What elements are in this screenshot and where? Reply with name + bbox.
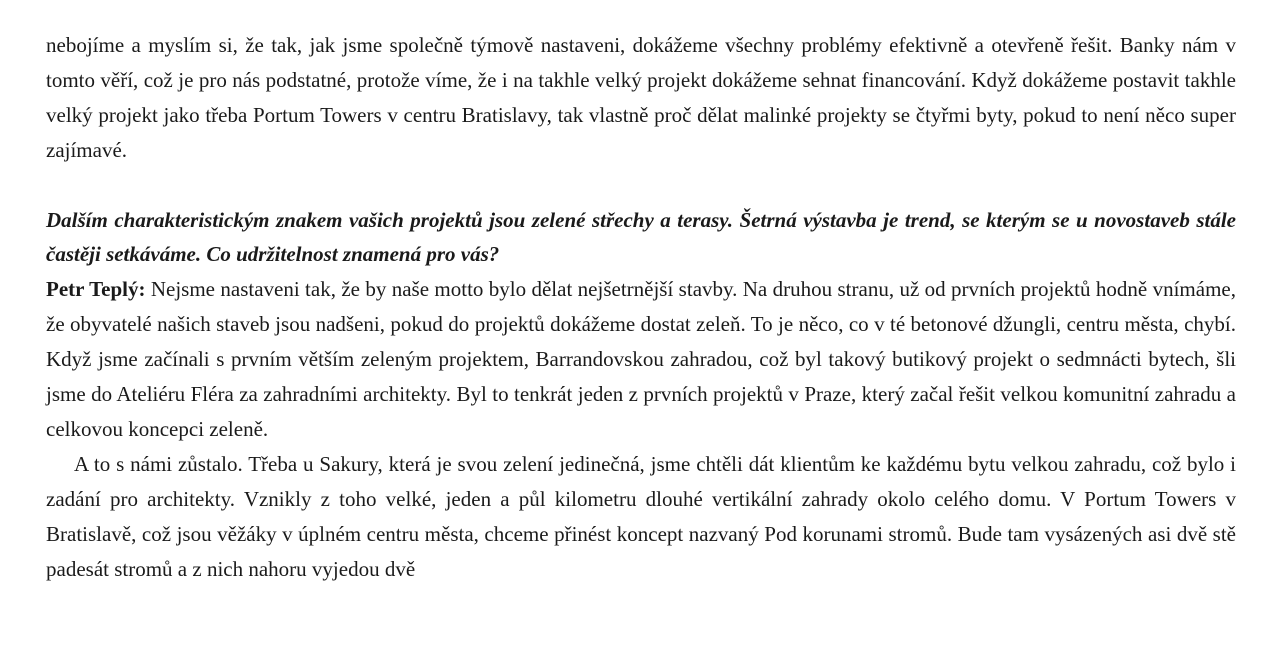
answer-text: Nejsme nastaveni tak, že by naše motto bylo dělat nejšetrnější stavby. Na druhou stranu, už od prvních projektů hodně vnímáme, že obyvatelé našich staveb jsou nadšeni, pokud do projektů dokážeme dostat zeleň. To je něco, co v té betonové džungli, centru města, chybí. Když jsme začínali s prvním větším zeleným projektem, Barrandovskou zahradou, což byl takový butikový projekt o sedmnácti bytech, šli jsme do Ateliéru Fléra za zahradními architekty. Byl to tenkrát jeden z prvních projektů v Praze, který začal řešit velkou komunitní zahradu a celkovou koncepci zeleně. xyxy=(46,277,1236,441)
speaker-name: Petr Teplý: xyxy=(46,277,146,302)
interview-answer xyxy=(46,272,1236,447)
paragraph-spacer xyxy=(46,168,1236,203)
interview-question: Dalším charakteristickým znakem vašich projektů jsou zelené střechy a terasy. Šetrná výstavba je trend, se kterým se u novostaveb stále častěji setkáváme. Co udržitelnost znamená pro vás? xyxy=(46,207,1236,267)
article-body xyxy=(46,28,1236,586)
continuation-paragraph: A to s námi zůstalo. Třeba u Sakury, která je svou zelení jedinečná, jsme chtěli dát klientům ke každému bytu velkou zahradu, což bylo i zadání pro architekty. Vznikly z toho velké, jeden a půl kilometru dlouhé vertikální zahrady okolo celého domu. V Portum Towers v Bratislavě, což jsou věžáky v úplném centru města, chceme přinést koncept nazvaný Pod korunami stromů. Bude tam vysázených asi dvě stě padesát stromů a z nich nahoru vyjedou dvě xyxy=(46,451,1236,581)
intro-paragraph: nebojíme a myslím si, že tak, jak jsme společně týmově nastaveni, dokážeme všechny problémy efektivně a otevřeně řešit. Banky nám v tomto věří, což je pro nás podstatné, protože víme, že i na takhle velký projekt dokážeme sehnat financování. Když dokážeme postavit takhle velký projekt jako třeba Portum Towers v centru Bratislavy, tak vlastně proč dělat malinké projekty se čtyřmi byty, pokud to není něco super zajímavé. xyxy=(46,33,1236,162)
